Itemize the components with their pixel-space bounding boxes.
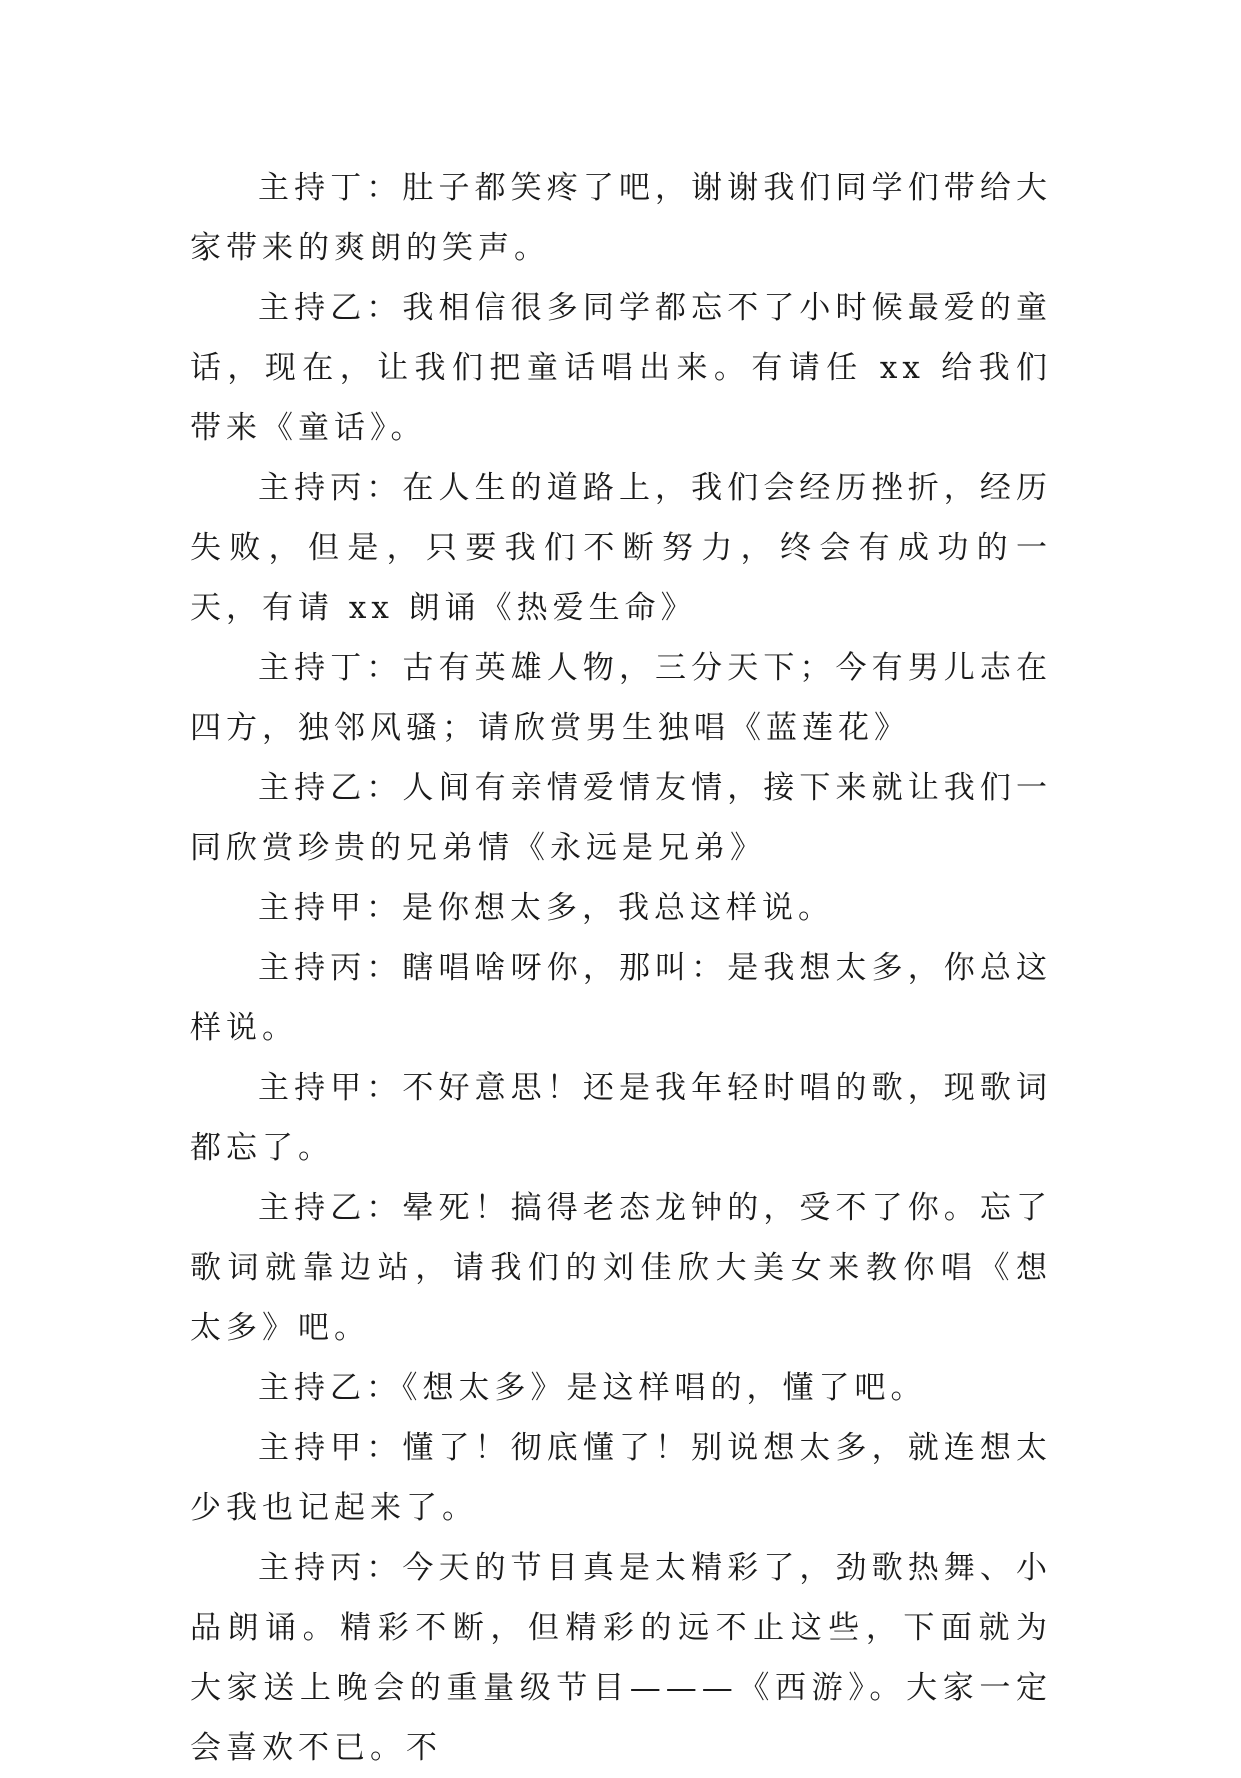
paragraph-8: 主持甲：不好意思！还是我年轻时唱的歌，现歌词都忘了。 — [190, 1070, 1052, 1166]
paragraph-5: 主持乙：人间有亲情爱情友情，接下来就让我们一同欣赏珍贵的兄弟情《永远是兄弟》 — [190, 770, 1052, 866]
paragraph-10: 主持乙：《想太多》是这样唱的，懂了吧。 — [258, 1370, 927, 1406]
paragraph-12: 主持丙：今天的节目真是太精彩了，劲歌热舞、小品朗诵。精彩不断，但精彩的远不止这些，下面就为大家送上晚会的重量级节目———《西游》。大家一定会喜欢不已。不 — [190, 1550, 1052, 1766]
paragraph-2: 主持乙：我相信很多同学都忘不了小时候最爱的童话，现在，让我们把童话唱出来。有请任 xx 给我们带来《童话》。 — [190, 290, 1052, 446]
paragraph-4: 主持丁：古有英雄人物，三分天下；今有男儿志在四方，独邻风骚；请欣赏男生独唱《蓝莲花》 — [190, 650, 1052, 746]
paragraph-6: 主持甲：是你想太多，我总这样说。 — [258, 890, 834, 926]
paragraph-1: 主持丁：肚子都笑疼了吧，谢谢我们同学们带给大家带来的爽朗的笑声。 — [190, 170, 1052, 266]
document-body — [190, 158, 1052, 1778]
paragraph-3: 主持丙：在人生的道路上，我们会经历挫折，经历失败，但是，只要我们不断努力，终会有成功的一天，有请 xx 朗诵《热爱生命》 — [190, 470, 1052, 626]
paragraph-11: 主持甲：懂了！彻底懂了！别说想太多，就连想太少我也记起来了。 — [190, 1430, 1052, 1526]
paragraph-9: 主持乙：晕死！搞得老态龙钟的，受不了你。忘了歌词就靠边站，请我们的刘佳欣大美女来教你唱《想太多》吧。 — [190, 1190, 1052, 1346]
paragraph-7: 主持丙：瞎唱啥呀你，那叫：是我想太多，你总这样说。 — [190, 950, 1052, 1046]
